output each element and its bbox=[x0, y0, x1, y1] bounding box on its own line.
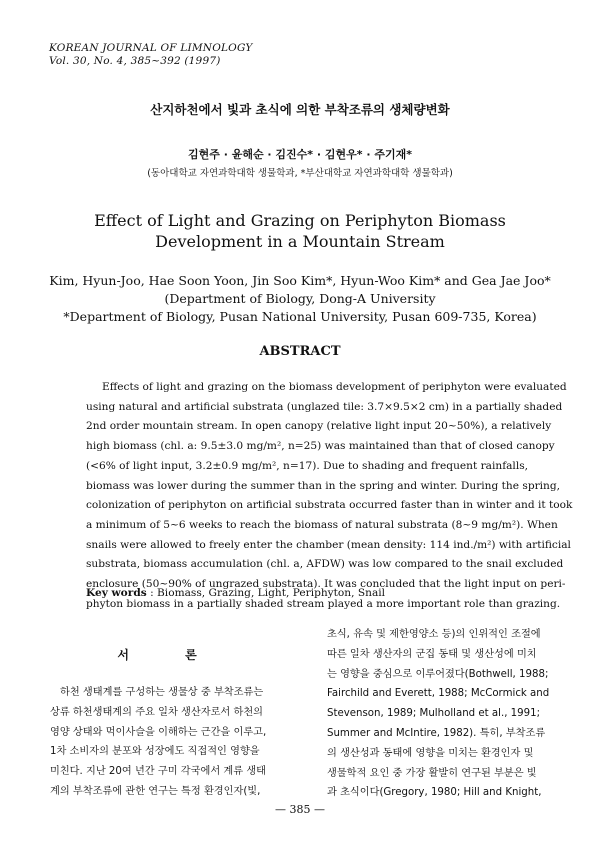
body-line: Stevenson, 1989; Mulholland et al., 1991; bbox=[327, 708, 541, 720]
abstract-line: Effects of light and grazing on the biomass development of periphyton were evaluated bbox=[102, 381, 567, 393]
body-line: 따른 일차 생산자의 군집 동태 및 생산성에 미치 bbox=[327, 648, 537, 660]
affiliation-line: (Department of Biology, Dong-A University bbox=[164, 291, 436, 306]
left-column bbox=[50, 683, 302, 802]
korean-title: 산지하천에서 빛과 초식에 의한 부착조류의 생체량변화 bbox=[150, 102, 450, 117]
body-line: Fairchild and Everett, 1988; McCormick and bbox=[327, 688, 550, 700]
right-column bbox=[327, 625, 572, 803]
keywords-label: Key words bbox=[86, 587, 147, 599]
english-title-line: Development in a Mountain Stream bbox=[155, 232, 445, 251]
journal-name: KOREAN JOURNAL OF LIMNOLOGY bbox=[49, 42, 253, 54]
body-line: 미친다. 지난 20여 년간 구미 각국에서 계류 생태 bbox=[50, 766, 267, 778]
abstract-heading: ABSTRACT bbox=[259, 344, 341, 359]
journal-volume: Vol. 30, No. 4, 385~392 (1997) bbox=[49, 55, 221, 67]
abstract-line: (<6% of light input, 3.2±0.9 mg/m², n=17). Due to shading and frequent rainfalls, bbox=[86, 459, 529, 472]
body-line: 영양 상태와 먹이사슬을 이해하는 근간을 이루고, bbox=[50, 726, 267, 738]
body-line: 계의 부착조류에 관한 연구는 특정 환경인자(빛, bbox=[50, 785, 261, 797]
korean-authors: 김현주 · 윤해순 · 김진수* · 김현우* · 주기재* bbox=[188, 148, 412, 161]
korean-affiliation: (동아대학교 자연과학대학 생물학과, *부산대학교 자연과학대학 생물학과) bbox=[147, 168, 453, 179]
body-line: 의 생산성과 동태에 영향을 미치는 환경인자 및 bbox=[327, 747, 534, 759]
abstract-line: a minimum of 5~6 weeks to reach the biomass of natural substrata (8~9 mg/m²). When bbox=[86, 518, 558, 531]
keywords bbox=[86, 587, 385, 599]
abstract-line: colonization of periphyton on artificial substrata occurred faster than in winter and it took bbox=[86, 499, 573, 512]
english-title bbox=[0, 210, 600, 252]
body-line: 초식, 유속 및 제한영양소 등)의 인위적인 조절에 bbox=[327, 629, 541, 640]
abstract-line: substrata, biomass accumulation (chl. a, AFDW) was low compared to the snail excluded bbox=[86, 558, 564, 571]
journal-header bbox=[49, 42, 253, 68]
abstract-line: snails were allowed to freely enter the chamber (mean density: 114 ind./m²) with artificial bbox=[86, 538, 571, 551]
abstract-line: 2nd order mountain stream. In open canopy (relative light input 20~50%), a relatively bbox=[86, 420, 552, 433]
abstract-line: biomass was lower during the summer than in the spring and winter. During the spring, bbox=[86, 479, 561, 492]
page-number: — 385 — bbox=[275, 803, 325, 816]
abstract-line: using natural and artificial substrata (unglazed tile: 3.7×9.5×2 cm) in a partially shaded bbox=[86, 400, 563, 413]
body-line: 하천 생태계를 구성하는 생물상 중 부착조류는 bbox=[60, 687, 264, 698]
section-heading: 서 론 bbox=[117, 648, 223, 662]
abstract-line: high biomass (chl. a: 9.5±3.0 mg/m², n=25) was maintained than that of closed canopy bbox=[86, 440, 555, 453]
abstract-line: phyton biomass in a partially shaded stream played a more important role than grazing. bbox=[86, 597, 561, 610]
body-line: 는 영향을 중심으로 이루어졌다(Bothwell, 1988; bbox=[327, 668, 549, 680]
abstract-body bbox=[86, 378, 573, 614]
keywords-list: : Biomass, Grazing, Light, Periphyton, Snail bbox=[150, 587, 386, 599]
body-line: 생물학적 요인 중 가장 활발히 연구된 부분은 빛 bbox=[327, 767, 537, 779]
abstract-line: enclosure (50~90% of ungrazed substrata). It was concluded that the light input on peri- bbox=[86, 578, 566, 591]
body-line: 과 초식이다(Gregory, 1980; Hill and Knight, bbox=[327, 787, 542, 799]
body-line: Summer and McIntire, 1982). 특히, 부착조류 bbox=[327, 727, 546, 739]
english-authors: Kim, Hyun-Joo, Hae Soon Yoon, Jin Soo Kim*, Hyun-Woo Kim* and Gea Jae Joo* bbox=[49, 273, 551, 288]
english-authors-block bbox=[0, 272, 600, 326]
english-title-line: Effect of Light and Grazing on Periphyton Biomass bbox=[94, 211, 506, 230]
body-line: 1차 소비자의 분포와 성장에도 직접적인 영향을 bbox=[50, 746, 260, 758]
affiliation-line: *Department of Biology, Pusan National University, Pusan 609-735, Korea) bbox=[63, 309, 537, 324]
body-line: 상류 하천생태계의 주요 일차 생산자로서 하천의 bbox=[50, 706, 264, 718]
